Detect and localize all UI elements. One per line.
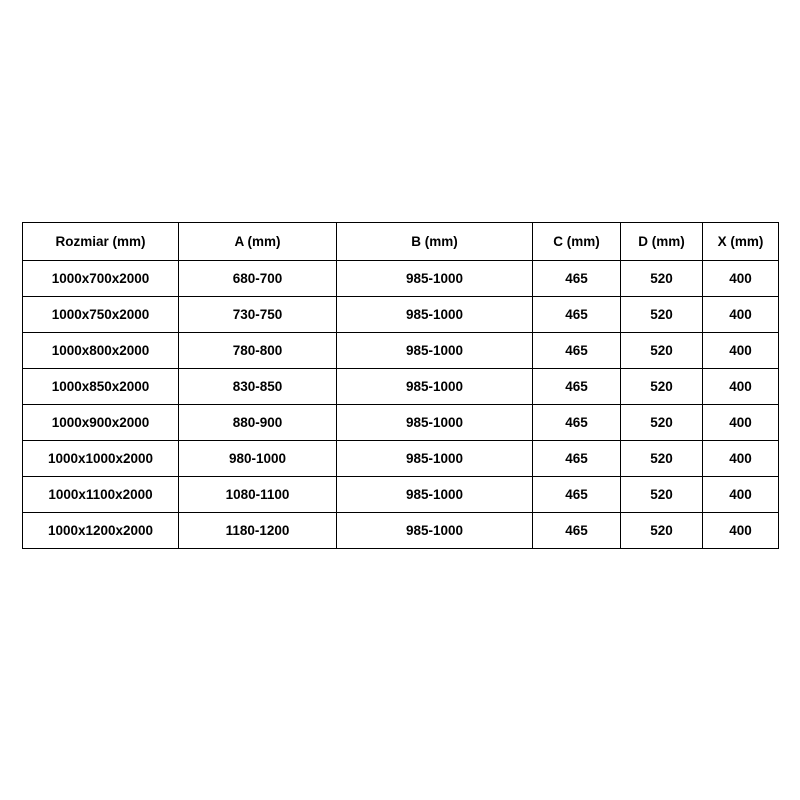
table-body <box>23 261 779 549</box>
cell-d: 520 <box>621 441 703 477</box>
cell-c: 465 <box>533 297 621 333</box>
table-row <box>23 369 779 405</box>
cell-b: 985-1000 <box>337 297 533 333</box>
table-row <box>23 441 779 477</box>
dimensions-table <box>22 222 779 549</box>
cell-x: 400 <box>703 333 779 369</box>
cell-rozmiar: 1000x1200x2000 <box>23 513 179 549</box>
column-header-d: D (mm) <box>621 223 703 261</box>
cell-x: 400 <box>703 441 779 477</box>
column-header-a: A (mm) <box>179 223 337 261</box>
table-row <box>23 477 779 513</box>
table-row <box>23 261 779 297</box>
cell-c: 465 <box>533 369 621 405</box>
table-header-row <box>23 223 779 261</box>
cell-c: 465 <box>533 405 621 441</box>
cell-c: 465 <box>533 333 621 369</box>
column-header-c: C (mm) <box>533 223 621 261</box>
table-header <box>23 223 779 261</box>
cell-c: 465 <box>533 261 621 297</box>
cell-rozmiar: 1000x900x2000 <box>23 405 179 441</box>
cell-a: 780-800 <box>179 333 337 369</box>
cell-x: 400 <box>703 477 779 513</box>
cell-a: 980-1000 <box>179 441 337 477</box>
cell-rozmiar: 1000x1100x2000 <box>23 477 179 513</box>
cell-rozmiar: 1000x1000x2000 <box>23 441 179 477</box>
cell-d: 520 <box>621 405 703 441</box>
cell-c: 465 <box>533 441 621 477</box>
cell-d: 520 <box>621 333 703 369</box>
cell-d: 520 <box>621 261 703 297</box>
cell-rozmiar: 1000x800x2000 <box>23 333 179 369</box>
cell-a: 880-900 <box>179 405 337 441</box>
cell-x: 400 <box>703 405 779 441</box>
cell-x: 400 <box>703 261 779 297</box>
cell-d: 520 <box>621 297 703 333</box>
cell-b: 985-1000 <box>337 261 533 297</box>
cell-b: 985-1000 <box>337 333 533 369</box>
cell-x: 400 <box>703 369 779 405</box>
cell-b: 985-1000 <box>337 405 533 441</box>
cell-x: 400 <box>703 513 779 549</box>
cell-rozmiar: 1000x750x2000 <box>23 297 179 333</box>
table-row <box>23 405 779 441</box>
cell-rozmiar: 1000x850x2000 <box>23 369 179 405</box>
table-row <box>23 333 779 369</box>
cell-b: 985-1000 <box>337 513 533 549</box>
cell-a: 830-850 <box>179 369 337 405</box>
column-header-x: X (mm) <box>703 223 779 261</box>
cell-rozmiar: 1000x700x2000 <box>23 261 179 297</box>
cell-a: 1180-1200 <box>179 513 337 549</box>
cell-d: 520 <box>621 477 703 513</box>
cell-a: 1080-1100 <box>179 477 337 513</box>
cell-a: 730-750 <box>179 297 337 333</box>
cell-b: 985-1000 <box>337 441 533 477</box>
cell-b: 985-1000 <box>337 477 533 513</box>
column-header-rozmiar: Rozmiar (mm) <box>23 223 179 261</box>
column-header-b: B (mm) <box>337 223 533 261</box>
cell-x: 400 <box>703 297 779 333</box>
cell-c: 465 <box>533 513 621 549</box>
table-row <box>23 513 779 549</box>
table-row <box>23 297 779 333</box>
cell-d: 520 <box>621 369 703 405</box>
cell-a: 680-700 <box>179 261 337 297</box>
cell-d: 520 <box>621 513 703 549</box>
cell-c: 465 <box>533 477 621 513</box>
cell-b: 985-1000 <box>337 369 533 405</box>
spec-table-container <box>22 222 778 549</box>
